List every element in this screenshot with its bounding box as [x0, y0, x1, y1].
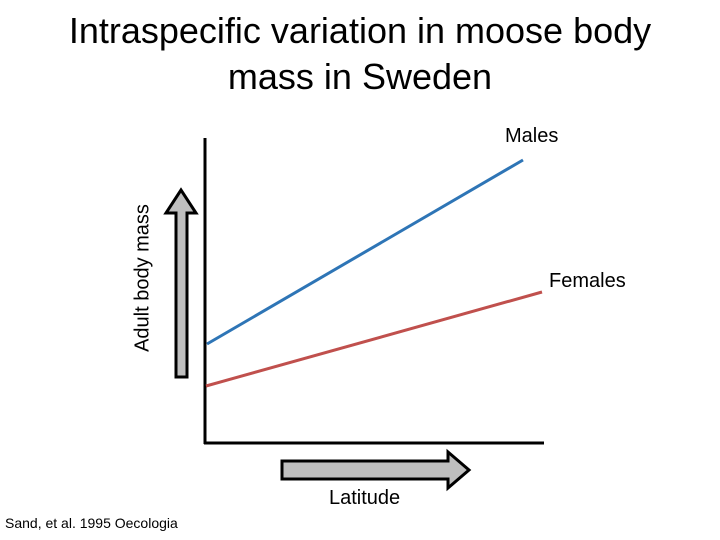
citation: Sand, et al. 1995 Oecologia [5, 515, 178, 531]
title-line-2: mass in Sweden [227, 56, 493, 97]
males-label: Males [505, 125, 559, 147]
females-line [206, 292, 542, 386]
males-line [207, 160, 523, 344]
y-axis-label: Adult body mass [131, 204, 154, 352]
females-label: Females [549, 270, 626, 292]
title-line-1: Intraspecific variation in moose body [68, 10, 652, 51]
x-axis-label: Latitude [329, 487, 401, 509]
y-direction-arrow [166, 190, 196, 377]
x-direction-arrow [282, 452, 469, 488]
